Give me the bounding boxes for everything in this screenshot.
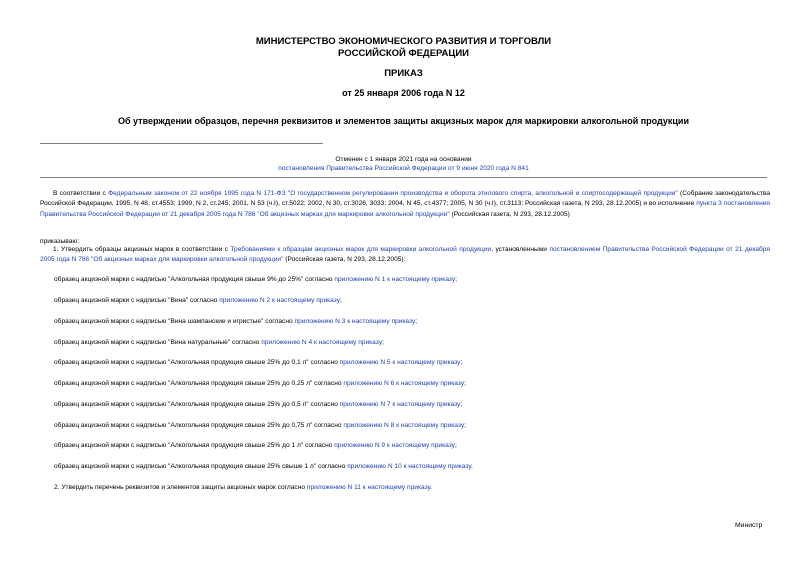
document-date-number: от 25 января 2006 года N 12 [342,88,465,98]
divider-long [40,177,767,178]
point-1-text-3: (Российская газета, N 293, 28.12.2005): [283,256,406,264]
signature-title: Министр [735,522,763,529]
sample-item: образец акцизной марки с надписью "Алкогольная продукция свыше 25% до 0,1 л" согласно приложению N 5 к настоящему приказу; [54,359,463,366]
preamble-text-1: В соответствии с [53,190,109,197]
point-1-paragraph [40,245,770,266]
appendix-link[interactable]: приложению N 8 к настоящему приказу [343,422,465,429]
sample-item: образец акцизной марки с надписью "Алкогольная продукция свыше 25% свыше 1 л" согласно приложению N 10 к настоящему приказу. [54,463,473,470]
requirements-link[interactable]: Требованиями к образцам акцизных марок для маркировки алкогольной продукции [230,246,492,253]
appendix-link[interactable]: приложению N 4 к настоящему приказу [261,339,382,346]
federal-law-link[interactable]: Федеральным законом от 22 ноября 1995 года N 171-ФЗ "О государственном регулировании производства и оборота этилового спирта, алкогольной и спиртосодержащей продукции" [108,190,678,197]
sample-item: образец акцизной марки с надписью "Вина шампанские и игристые" согласно приложению N 3 к настоящему приказу; [54,318,418,325]
document-title: Об утверждении образцов, перечня реквизитов и элементов защиты акцизных марок для маркировки алкогольной продукции [117,116,689,126]
point-1-text-2: , установленными [491,246,550,253]
appendix-link[interactable]: приложению N 9 к настоящему приказу [334,442,455,449]
cancellation-note: Отменен с 1 января 2021 года на основании [335,156,472,163]
appendix-link[interactable]: приложению N 3 к настоящему приказу [294,318,416,325]
point-1-text-1: 1. Утвердить образцы акцизных марок в соответствии с [53,246,231,253]
appendix-link[interactable]: приложению N 2 к настоящему приказу [219,297,341,304]
appendix-11-link[interactable]: приложению N 11 к настоящему приказу [306,484,431,491]
preamble-text-2: (Собрание законодательства Российской Федерации, 1995, N 48, ст.4553; 1999, N 2, ст.245; 2001, N 53 (ч.I), ст.5022; 2002, N 30, ст.3026, 3033; 2004, N 45, ст.4377; 2005, N 30 (ч.I), ст.3113; Российская газета, N 293, 28.12.2005) и во исполнение [40,190,770,208]
appendix-link[interactable]: приложению N 1 к настоящему приказу [334,276,456,283]
ministry-line-2: РОССИЙСКОЙ ФЕДЕРАЦИИ [337,48,469,59]
sample-item: образец акцизной марки с надписью "Алкогольная продукция свыше 25% до 0,5 л" согласно приложению N 7 к настоящему приказу; [54,401,463,408]
preamble-paragraph [40,189,770,220]
sample-item: образец акцизной марки с надписью "Алкогольная продукция свыше 25% до 0,75 л" согласно приложению N 8 к настоящему приказу; [54,422,466,429]
sample-item: образец акцизной марки с надписью "Вина" согласно приложению N 2 к настоящему приказу; [54,297,342,304]
order-word: приказываю: [40,238,80,245]
ministry-line-1: МИНИСТЕРСТВО ЭКОНОМИЧЕСКОГО РАЗВИТИЯ И ТОРГОВЛИ [255,36,552,47]
preamble-text-3: (Российская газета, N 293, 28.12.2005) [449,210,570,218]
sample-item: образец акцизной марки с надписью "Алкогольная продукция свыше 25% до 0,25 л" согласно приложению N 6 к настоящему приказу; [54,380,466,387]
point-2-paragraph: 2. Утвердить перечень реквизитов и элементов защиты акцизных марок согласно приложению N 11 к настоящему приказу. [54,484,432,491]
cancellation-note-link-line [0,164,807,173]
sample-item: образец акцизной марки с надписью "Алкогольная продукция свыше 9% до 25%" согласно приложению N 1 к настоящему приказу; [54,276,458,283]
government-resolution-point-link[interactable]: пункта 3 постановления Правительства Российской Федерации от 21 декабря 2005 года N 786 "Об акцизных марках для маркировки алкогольной продукции" [40,200,770,218]
document-type: ПРИКАЗ [384,68,423,79]
appendix-link[interactable]: приложению N 7 к настоящему приказу [339,401,461,408]
appendix-link[interactable]: приложению N 10 к настоящему приказу [347,463,471,470]
appendix-link[interactable]: приложению N 5 к настоящему приказу [339,359,461,366]
sample-item: образец акцизной марки с надписью "Алкогольная продукция свыше 25% до 1 л" согласно приложению N 9 к настоящему приказу; [54,442,457,449]
appendix-link[interactable]: приложению N 6 к настоящему приказу [343,380,465,387]
divider-short [40,143,323,144]
sample-item: образец акцизной марки с надписью "Вина натуральные" согласно приложению N 4 к настоящему приказу; [54,339,384,346]
resolution-786-link[interactable]: постановлением Правительства Российской Федерации от 21 декабря 2005 года N 786 "Об акцизных марках для маркировки алкогольной продукции" [40,246,770,264]
cancellation-resolution-link[interactable]: постановления Правительства Российской Федерации от 9 июня 2020 года N 841 [278,165,529,172]
